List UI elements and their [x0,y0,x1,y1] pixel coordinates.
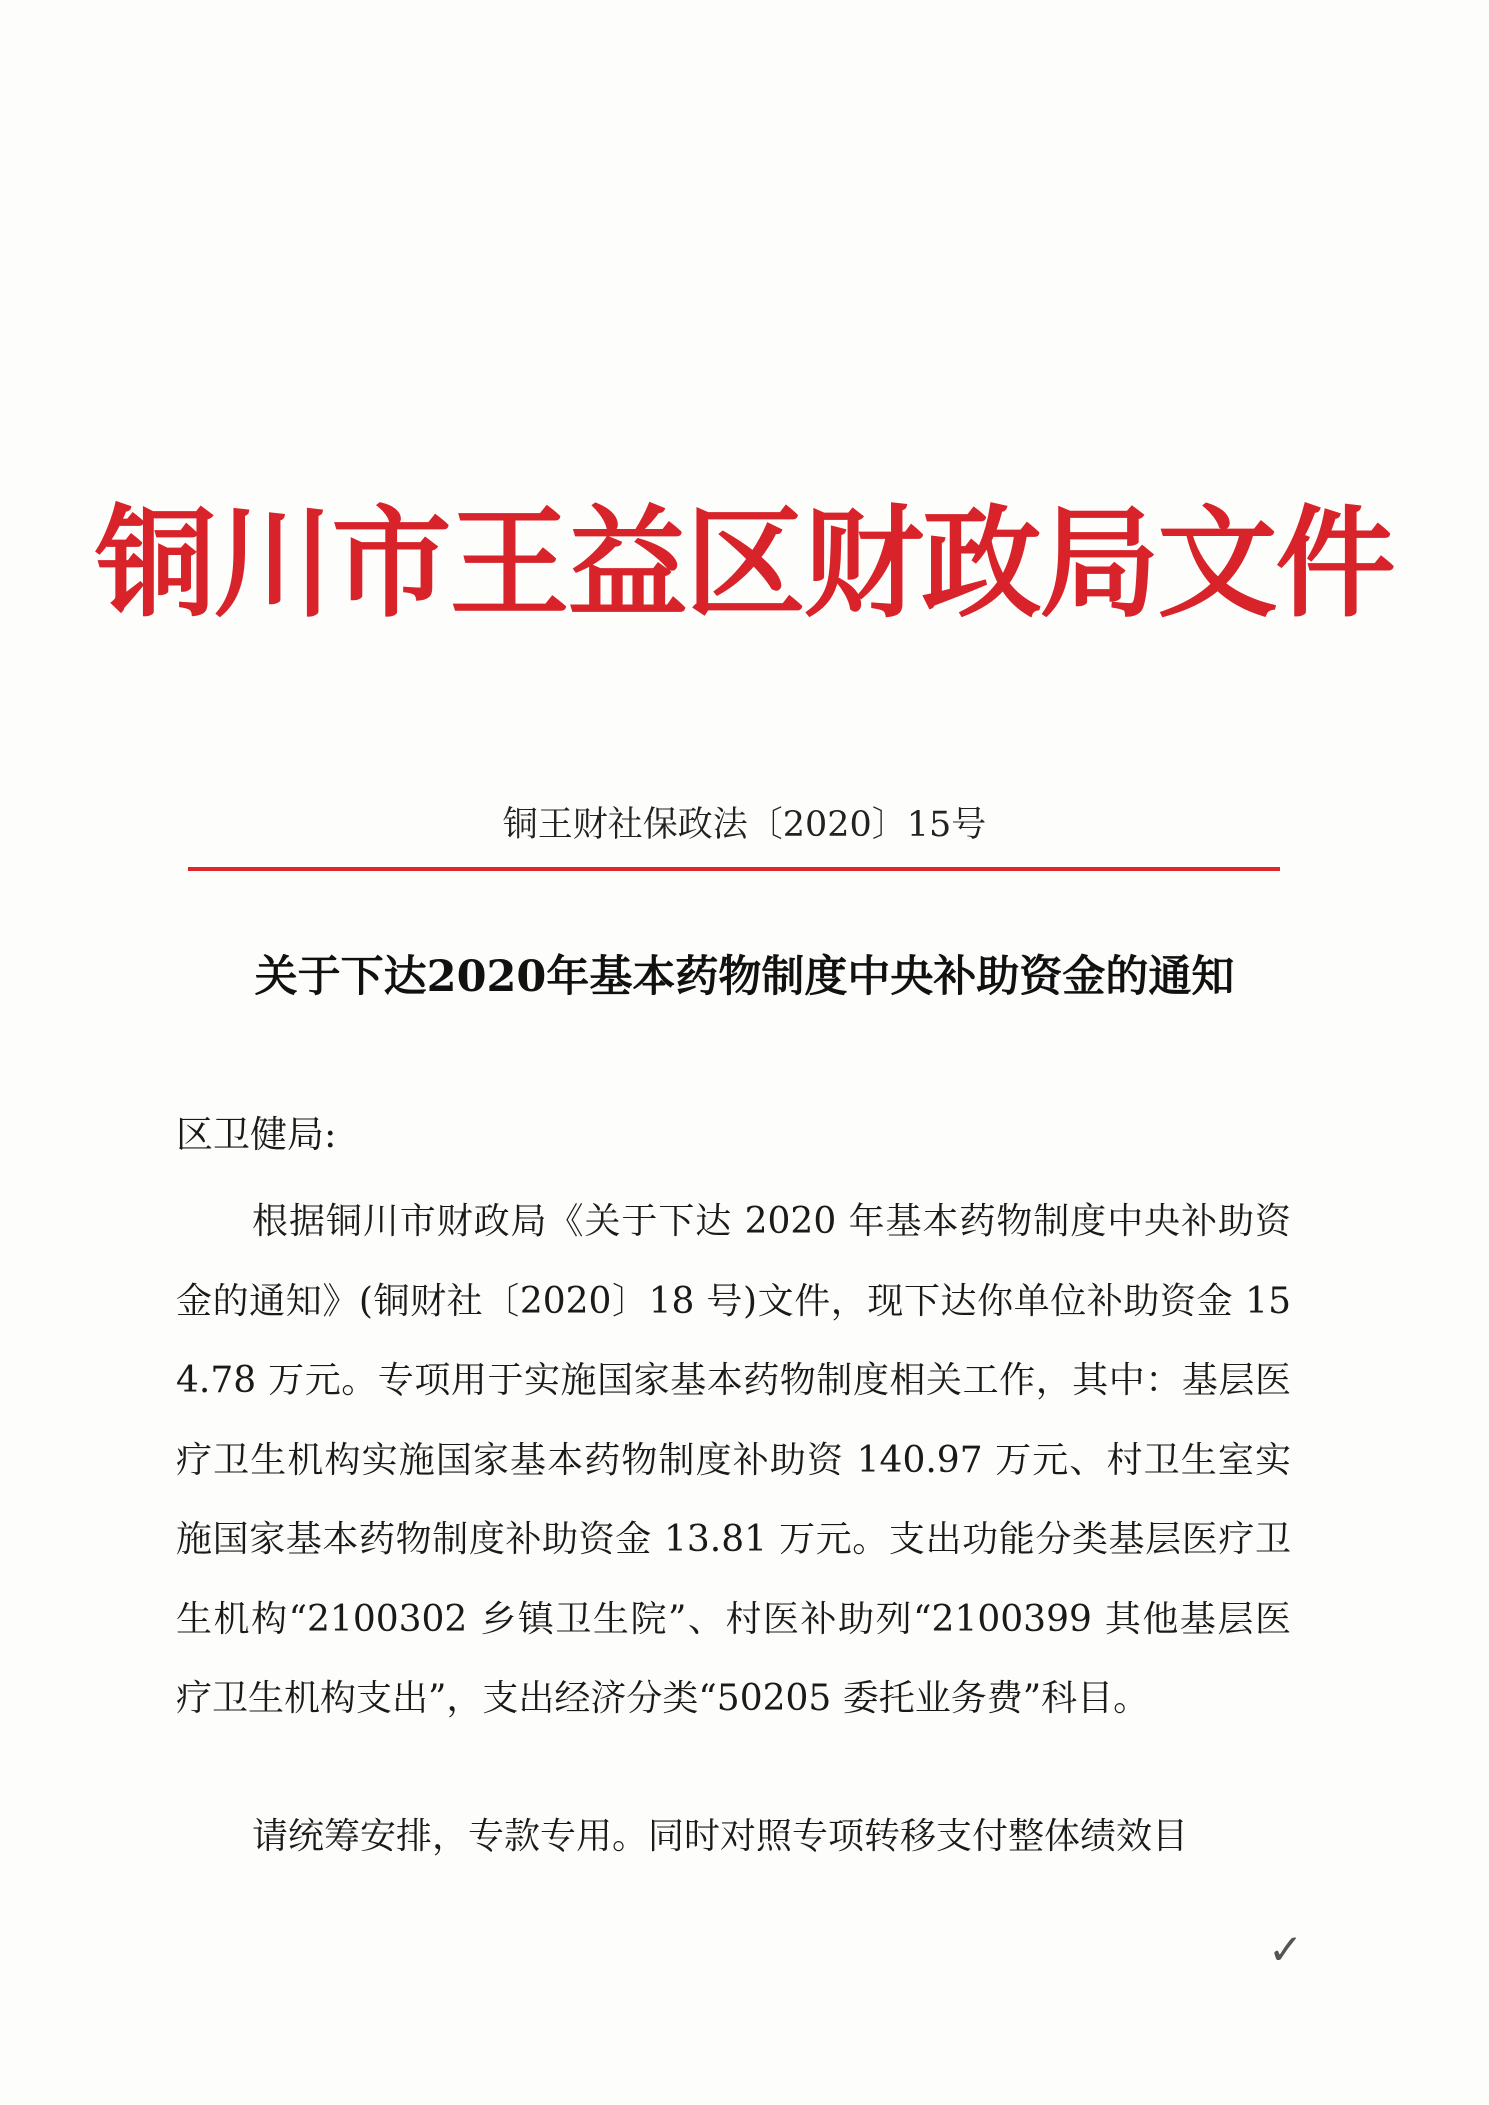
body-paragraph-2: 请统筹安排，专款专用。同时对照专项转移支付整体绩效目 [252,1816,1189,1857]
recipient-salutation: 区卫健局: [176,1113,337,1156]
handwritten-check-mark: ✓ [1268,1925,1304,1974]
red-divider-line [188,867,1280,871]
document-title: 关于下达2020年基本药物制度中央补助资金的通知 [254,952,1235,1002]
document-number: 铜王财社保政法〔2020〕15号 [502,805,987,845]
body-paragraph-1: 根据铜川市财政局《关于下达 2020 年基本药物制度中央补助资金的通知》(铜财社〔2020〕18 号)文件，现下达你单位补助资金 154.78 万元。专项用于实施国家基本药物制度相关工作，其中：基层医疗卫生机构实施国家基本药物制度补助资 140.97 万元、村卫生室实施国家基本药物制度补助资金 13.81 万元。支出功能分类基层医疗卫生机构“2100302 乡镇卫生院”、村医补助列“2100399 其他基层医疗卫生机构支出”，支出经济分类“50205 委托业务费”科目。 [176,1201,1291,1719]
document-masthead: 铜川市王益区财政局文件 [95,495,1394,634]
